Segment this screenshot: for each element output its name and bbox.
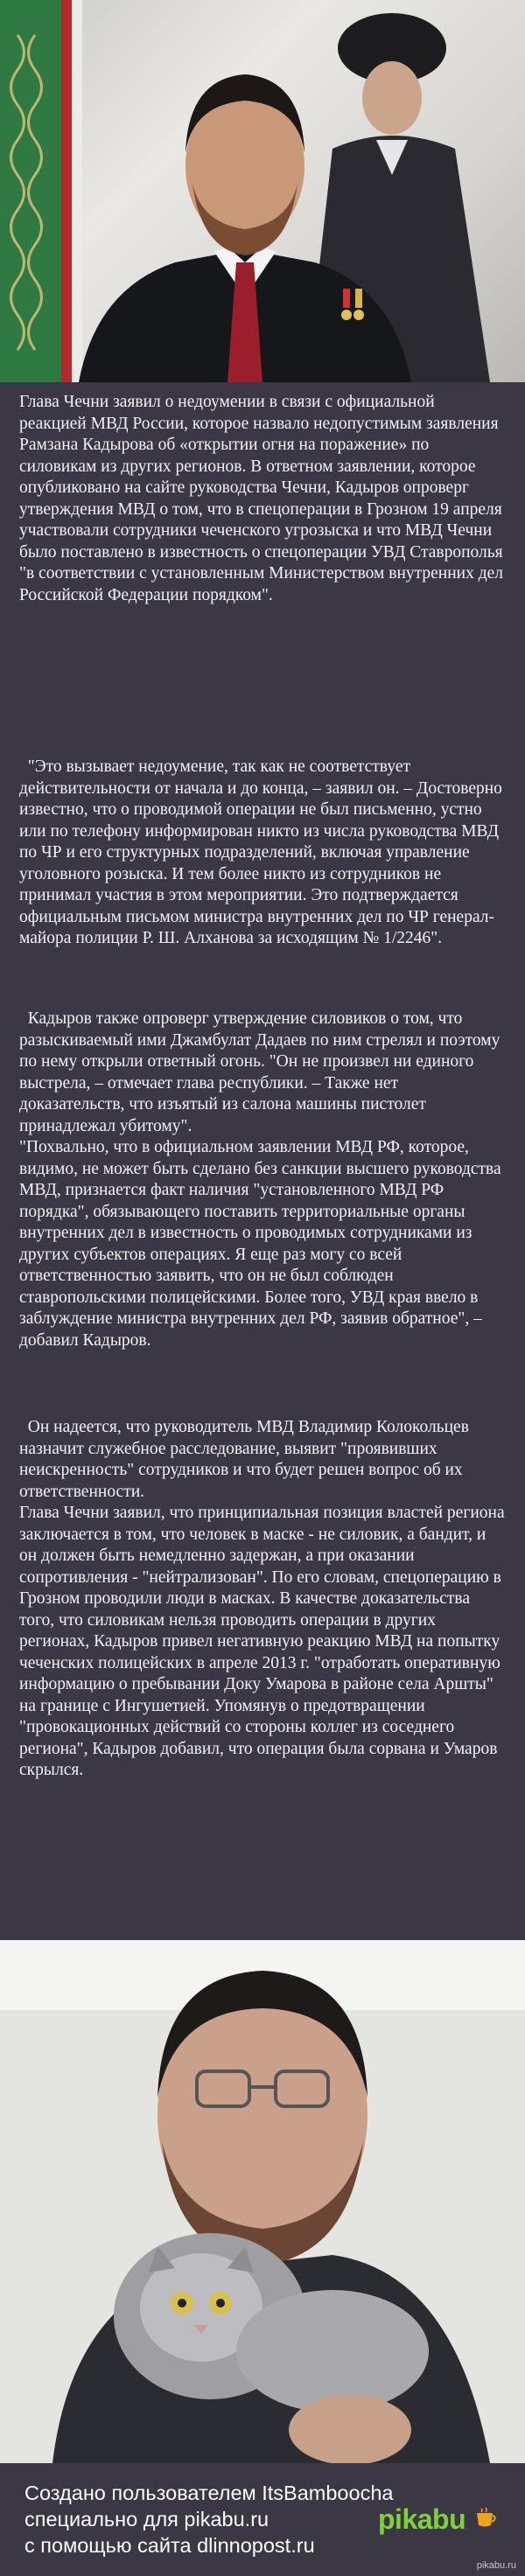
article-paragraph-1: Глава Чечни заявил о недоумении в связи с официальной реакцией МВД России, которое назвало недопустимым заявления Рамзана Кадырова об «открытии огня на поражение» по силовикам из других регионов. В ответном заявлении, которое опубликовано на сайте руководства Чечни, Кадыров опроверг утверждения МВД о том, что в спецоперации в Грозном 19 апреля участвовали сотрудники чеченского угрозыска и что МВД Чечни было поставлено в известность о спецоперации УВД Ставрополья "в соответствии с установленным Министерством внутренних дел Российской Федерации порядком". [19, 393, 508, 604]
top-photo-drawing [0, 0, 525, 382]
bottom-photo-drawing [0, 1940, 525, 2463]
pikabu-logo[interactable] [378, 2503, 500, 2535]
article-paragraph-2: "Это вызывает недоумение, так как не соответствует действительности от начала и до конца, – заявил он. – Достоверно известно, что о проводимой операции не был письменно, устно или по телефону информирован никто из числа руководства МВД по ЧР и его структурных подразделений, включая управление уголовного розыска. И тем более никто из сотрудников не принимал участия в этом мероприятии. Это подтверждается официальным письмом министра внутренних дел по ЧР генерал-майора полиции Р. Ш. Алханова за исходящим № 1/2246". [19, 757, 507, 947]
top-photo [0, 0, 525, 382]
watermark: pikabu.ru [476, 2560, 516, 2571]
pikabu-logo-text: pikabu [378, 2503, 466, 2535]
caption-line-3: с помощью сайта dlinnopost.ru [24, 2534, 315, 2557]
article-paragraph-4: Он надеется, что руководитель МВД Владимир Колокольцев назначит служебное расследование, выявит "проявивших неискренность" сотрудников и что будет решен вопрос об их ответственности. Глава Чечни заявил, что принципиальная позиция властей региона заключается в том, что человек в маске - не силовик, а бандит, и он должен быть немедленно задержан, а при оказании сопротивления - "нейтрализован". По его словам, спецоперацию в Грозном проводили люди в масках. В качестве доказательства того, что силовикам нельзя проводить операции в других регионах, Кадыров привел негативную реакцию МВД на попытку чеченских полицейских в апреле 2013 г. "отработать оперативную информацию о пребывании Доку Умарова в районе села Аршты" на границе с Ингушетией. Упомянув о предотвращении "провокационных действий со стороны коллег из соседнего региона", Кадыров добавил, что операция была сорвана и Умаров скрылся. [19, 1418, 505, 1779]
caption-line-2: специально для pikabu.ru [24, 2508, 270, 2531]
caption-line-1: Создано пользователем ItsBamboocha [24, 2482, 394, 2504]
article-paragraph-3: Кадыров также опроверг утверждение силовиков о том, что разыскиваемый ими Джамбулат Дадаев по ним стрелял и поэтому по нему открыли ответный огонь. "Он не произвел ни единого выстрела, – отмечает глава республики. – Также нет доказательств, что изъятый из салона машины пистолет принадлежал убитому". "Похвально, что в официальном заявлении МВД РФ, которое, видимо, не может быть сделано без санкции высшего руководства МВД, признается факт наличия "установленного МВД РФ порядка", обязывающего поставить территориальные органы внутренних дел в известность о проводимых сотрудниками из других субъектов операциях. Я еще раз могу со всей ответственностью заявить, что он не был соблюден ставропольскими полицейскими. Более того, УВД края ввело в заблуждение министра внутренних дел РФ, заявив обратное", – добавил Кадыров. [19, 1009, 501, 1350]
bottom-photo [0, 1940, 525, 2463]
pikabu-cup-icon [473, 2506, 496, 2529]
